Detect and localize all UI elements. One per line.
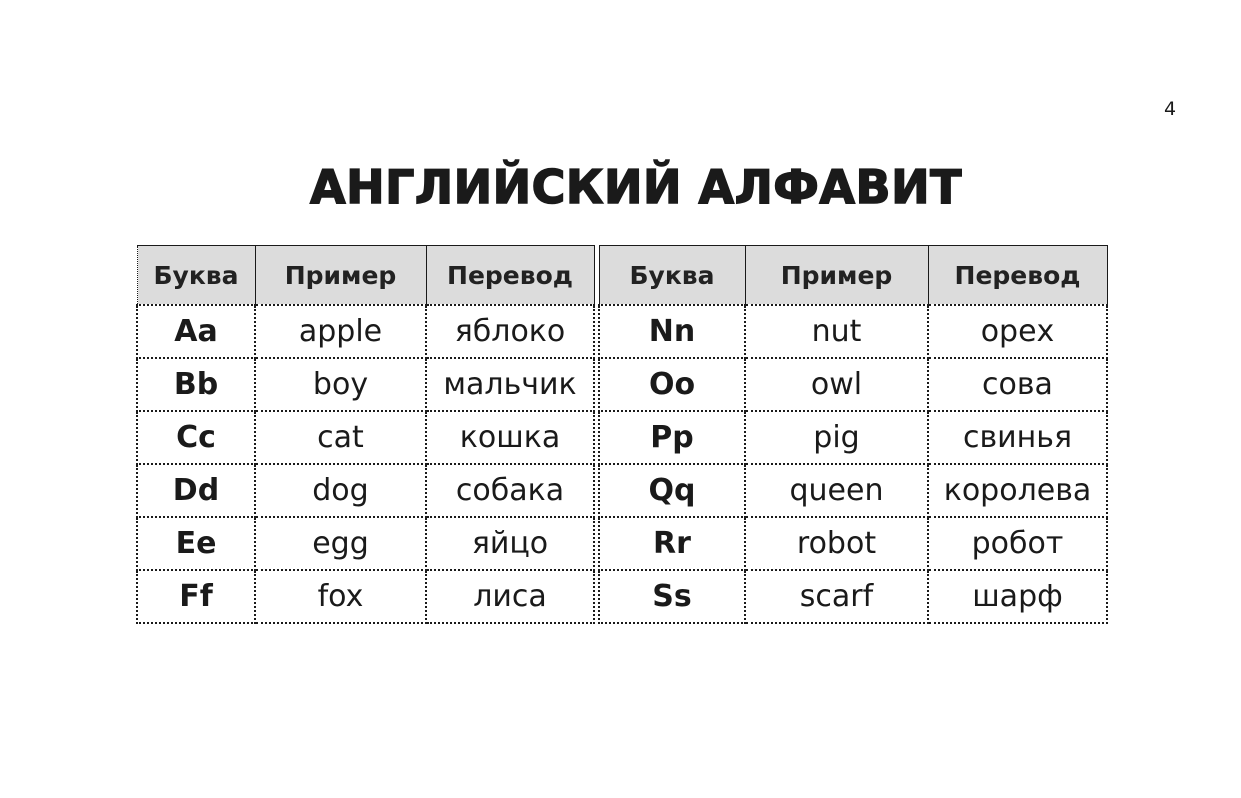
table-row xyxy=(137,464,594,517)
letter-cell: Ss xyxy=(599,570,745,623)
example-cell: boy xyxy=(255,358,426,411)
column-header-letter: Буква xyxy=(599,246,745,306)
table-row xyxy=(599,411,1107,464)
table-row xyxy=(599,358,1107,411)
page-number: 4 xyxy=(1163,98,1177,120)
alphabet-table-right-section xyxy=(598,245,1106,625)
example-cell: apple xyxy=(255,305,426,358)
translation-cell: сова xyxy=(928,358,1107,411)
alphabet-tables xyxy=(136,245,1106,625)
letter-cell: Qq xyxy=(599,464,745,517)
translation-cell: мальчик xyxy=(426,358,594,411)
translation-cell: яйцо xyxy=(426,517,594,570)
table-row xyxy=(137,517,594,570)
letter-cell: Aa xyxy=(137,305,255,358)
alphabet-table-left-section xyxy=(136,245,593,625)
column-header-example: Пример xyxy=(255,246,426,306)
table-row xyxy=(137,305,594,358)
example-cell: scarf xyxy=(745,570,928,623)
example-cell: fox xyxy=(255,570,426,623)
alphabet-table-left xyxy=(136,245,595,624)
alphabet-table-right xyxy=(598,245,1108,624)
letter-cell: Oo xyxy=(599,358,745,411)
example-cell: dog xyxy=(255,464,426,517)
translation-cell: кошка xyxy=(426,411,594,464)
translation-cell: яблоко xyxy=(426,305,594,358)
table-row xyxy=(137,570,594,623)
letter-cell: Nn xyxy=(599,305,745,358)
example-cell: nut xyxy=(745,305,928,358)
example-cell: pig xyxy=(745,411,928,464)
example-cell: robot xyxy=(745,517,928,570)
translation-cell: орех xyxy=(928,305,1107,358)
example-cell: egg xyxy=(255,517,426,570)
column-header-example: Пример xyxy=(745,246,928,306)
letter-cell: Cc xyxy=(137,411,255,464)
column-header-translation: Перевод xyxy=(426,246,594,306)
column-header-letter: Буква xyxy=(137,246,255,306)
example-cell: owl xyxy=(745,358,928,411)
letter-cell: Ee xyxy=(137,517,255,570)
column-header-translation: Перевод xyxy=(928,246,1107,306)
page-title: АНГЛИЙСКИЙ АЛФАВИТ xyxy=(310,160,962,214)
translation-cell: шарф xyxy=(928,570,1107,623)
example-cell: cat xyxy=(255,411,426,464)
letter-cell: Dd xyxy=(137,464,255,517)
table-header-row xyxy=(599,246,1107,306)
letter-cell: Bb xyxy=(137,358,255,411)
table-row xyxy=(599,464,1107,517)
letter-cell: Rr xyxy=(599,517,745,570)
example-cell: queen xyxy=(745,464,928,517)
translation-cell: робот xyxy=(928,517,1107,570)
table-header-row xyxy=(137,246,594,306)
translation-cell: лиса xyxy=(426,570,594,623)
table-row xyxy=(137,358,594,411)
table-row xyxy=(599,517,1107,570)
table-row xyxy=(137,411,594,464)
letter-cell: Ff xyxy=(137,570,255,623)
letter-cell: Pp xyxy=(599,411,745,464)
table-row xyxy=(599,305,1107,358)
translation-cell: королева xyxy=(928,464,1107,517)
translation-cell: собака xyxy=(426,464,594,517)
table-row xyxy=(599,570,1107,623)
translation-cell: свинья xyxy=(928,411,1107,464)
